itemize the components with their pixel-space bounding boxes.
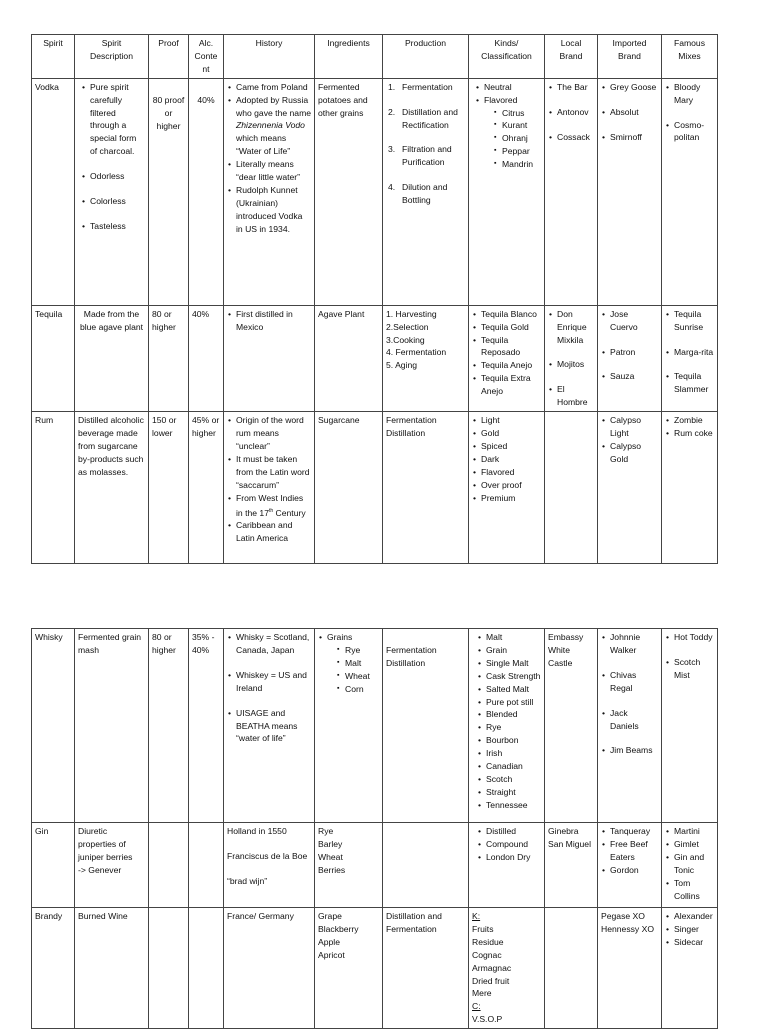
tequila-alc: 40%: [189, 305, 224, 411]
list-item: • The Bar: [557, 81, 594, 94]
list-item: • Bourbon: [486, 734, 541, 747]
header-kinds: Kinds/ Classification: [469, 35, 545, 79]
kinds-k-label: K:: [472, 911, 481, 921]
list-item: • Martini: [674, 825, 714, 838]
list-item: • Jose Cuervo: [610, 308, 658, 334]
list-item: • Rudolph Kunnet (Ukrainian) introduced Vodka in US in 1934.: [236, 184, 311, 236]
list-item: • Tequila Gold: [481, 321, 541, 334]
gin-spirit: Gin: [32, 823, 75, 908]
list-item: • Cosmo-politan: [674, 119, 714, 145]
row-whisky: [32, 629, 718, 823]
list-item: • Came from Poland: [236, 81, 311, 94]
list-item: • Flavored: [481, 466, 541, 479]
list-item: • Free Beef Eaters: [610, 838, 658, 864]
list-item: Hennessy XO: [601, 923, 655, 934]
list-item: Berries: [318, 864, 346, 875]
list-item: Dried fruit: [472, 975, 510, 986]
whisky-kinds: [469, 629, 545, 823]
list-item: • Sauza: [610, 370, 658, 383]
whisky-history: [224, 629, 315, 823]
rum-history: [224, 412, 315, 564]
whisky-ingredients: [315, 629, 383, 823]
row-brandy: [32, 908, 718, 1029]
tequila-kinds: [469, 305, 545, 411]
gin-alc: [189, 823, 224, 908]
rum-imported-brand: [598, 412, 662, 564]
list-item: • London Dry: [486, 851, 541, 864]
list-item: • Over proof: [481, 479, 541, 492]
list-item: • Johnnie Walker: [610, 631, 658, 657]
list-item: • Sidecar: [674, 936, 714, 949]
list-item: • Tequila Anejo: [481, 359, 541, 372]
brandy-ingredients: [315, 908, 383, 1029]
row-tequila: [32, 305, 718, 411]
list-item: • Spiced: [481, 440, 541, 453]
brandy-famous-mixes: [662, 908, 718, 1029]
header-spirit-description: Spirit Description: [75, 35, 149, 79]
vodka-imported-brand: [598, 78, 662, 305]
list-item: Mere: [472, 988, 492, 999]
list-item: • UISAGE and BEATHA means “water of life”: [236, 707, 311, 746]
list-item: • Singer: [674, 923, 714, 936]
list-item: • First distilled in Mexico: [236, 308, 311, 334]
list-item: • Gin and Tonic: [674, 851, 714, 877]
list-item: San Miguel: [548, 838, 591, 849]
list-item: Blackberry: [318, 923, 359, 934]
list-item: ▪ Peppar: [502, 145, 541, 158]
vodka-local-brand: [545, 78, 598, 305]
rum-famous-mixes: [662, 412, 718, 564]
gin-history: [224, 823, 315, 908]
list-item: • El Hombre: [557, 383, 594, 409]
list-item: Fermentation: [386, 415, 437, 426]
list-item: ▪ Kurant: [502, 119, 541, 132]
list-item: Embassy: [548, 632, 584, 642]
list-item: V.S.O.P: [472, 1014, 503, 1025]
list-item: • Whisky = Scotland, Canada, Japan: [236, 631, 311, 657]
spirits-table-top: [31, 34, 718, 564]
list-item: Armagnac: [472, 962, 512, 973]
list-item: • Scotch: [486, 773, 541, 786]
vodka-description: [75, 78, 149, 305]
header-row: [32, 35, 718, 79]
list-item: • Don Enrique Mixkila: [557, 308, 594, 347]
list-item: • Gordon: [610, 864, 658, 877]
list-item: 4. Fermentation: [386, 347, 447, 358]
list-item: • Rum coke: [674, 427, 714, 440]
kinds-c-label: C:: [472, 1001, 481, 1012]
list-item: Apricot: [318, 949, 345, 960]
list-item: Fruits: [472, 923, 494, 934]
vodka-history: [224, 78, 315, 305]
list-item: Fermentation: [386, 645, 437, 655]
tequila-famous-mixes: [662, 305, 718, 411]
list-item: Cognac: [472, 949, 502, 960]
list-item: • Flavored ▪ Citrus ▪ Kurant ▪ Ohranj ▪ Peppar ▪ Mandrin: [484, 94, 541, 171]
row-gin: [32, 823, 718, 908]
vodka-proof: 80 proof or higher: [149, 78, 189, 305]
list-item: • From West Indies in the 17th Century: [236, 492, 311, 520]
list-item: • Tequila Reposado: [481, 334, 541, 360]
list-item: • Tequila Slammer: [674, 370, 714, 396]
gin-production: [383, 823, 469, 908]
list-item: • Grains ▪ Rye ▪ Malt ▪ Wheat ▪ Corn: [327, 631, 379, 696]
list-item: • Hot Toddy: [674, 631, 714, 644]
list-item: Apple: [318, 936, 340, 947]
vodka-alc: 40%: [189, 78, 224, 305]
tequila-description: Made from the blue agave plant: [75, 305, 149, 411]
tequila-history: [224, 305, 315, 411]
whisky-alc: 35% - 40%: [189, 629, 224, 823]
row-vodka: [32, 78, 718, 305]
list-item: • Compound: [486, 838, 541, 851]
vodka-famous-mixes: [662, 78, 718, 305]
list-item: 1. Fermentation: [388, 81, 453, 92]
gin-local-brand: [545, 823, 598, 908]
list-item: • Whiskey = US and Ireland: [236, 669, 311, 695]
list-item: 3. Filtration and Purification: [388, 144, 452, 168]
list-item: • Colorless: [90, 195, 145, 208]
header-ingredients: Ingredients: [315, 35, 383, 79]
list-item: • Jack Daniels: [610, 707, 658, 733]
vodka-production: [383, 78, 469, 305]
list-item: • Origin of the word rum means “unclear”: [236, 414, 311, 453]
rum-ingredients: Sugarcane: [315, 412, 383, 564]
list-item: • Scotch Mist: [674, 656, 714, 682]
gin-ingredients: [315, 823, 383, 908]
rum-local-brand: [545, 412, 598, 564]
list-item: Ginebra: [548, 826, 579, 836]
list-item: Franciscus de la Boe: [227, 850, 308, 861]
list-item: • Chivas Regal: [610, 669, 658, 695]
list-item: 4. Dilution and Bottling: [388, 182, 448, 206]
tequila-imported-brand: [598, 305, 662, 411]
rum-production: [383, 412, 469, 564]
list-item: • Absolut: [610, 106, 658, 119]
rum-description: Distilled alcoholic beverage made from sugarcane by-products such as molasses.: [75, 412, 149, 564]
list-item: 1. Harvesting: [386, 308, 437, 319]
list-item: • Gold: [481, 427, 541, 440]
row-rum: [32, 412, 718, 564]
list-item: • Adopted by Russia who gave the name Zhizennenia Vodo which means “Water of Life”: [236, 94, 311, 159]
whisky-imported-brand: [598, 629, 662, 823]
brandy-production: Distillation and Fermentation: [383, 908, 469, 1029]
vodka-ingredients: Fermented potatoes and other grains: [315, 78, 383, 305]
list-item: • Odorless: [90, 170, 145, 183]
list-item: White: [548, 644, 570, 655]
list-item: • Smirnoff: [610, 131, 658, 144]
tequila-spirit: Tequila: [32, 305, 75, 411]
list-item: Grape: [318, 911, 342, 921]
spirits-table-bottom: [31, 628, 718, 1029]
brandy-history: France/ Germany: [224, 908, 315, 1029]
vodka-spirit: Vodka: [32, 78, 75, 305]
list-item: ▪ Wheat: [345, 670, 379, 683]
list-item: ▪ Corn: [345, 683, 379, 696]
list-item: • Neutral: [484, 81, 541, 94]
list-item: • Rye: [486, 721, 541, 734]
list-item: • Tequila Blanco: [481, 308, 541, 321]
list-item: • Canadian: [486, 760, 541, 773]
header-spirit: Spirit: [32, 35, 75, 79]
brandy-spirit: Brandy: [32, 908, 75, 1029]
list-item: Distillation: [386, 428, 426, 439]
list-item: • Premium: [481, 492, 541, 505]
tequila-ingredients: Agave Plant: [315, 305, 383, 411]
list-item: ▪ Mandrin: [502, 158, 541, 171]
list-item: 2. Distillation and Rectification: [388, 106, 458, 130]
brandy-proof: [149, 908, 189, 1029]
list-item: Holland in 1550: [227, 826, 287, 836]
whisky-famous-mixes: [662, 629, 718, 823]
gin-famous-mixes: [662, 823, 718, 908]
tequila-production: [383, 305, 469, 411]
list-item: • Malt: [486, 631, 541, 644]
list-item: • Tanqueray: [610, 825, 658, 838]
list-item: ▪ Rye: [345, 644, 379, 657]
list-item: 2.Selection: [386, 321, 429, 332]
whisky-proof: 80 or higher: [149, 629, 189, 823]
whisky-local-brand: [545, 629, 598, 823]
list-item: 3.Cooking: [386, 334, 425, 345]
list-item: • Gimlet: [674, 838, 714, 851]
list-item: • Literally means “dear little water”: [236, 158, 311, 184]
list-item: • Marga-rita: [674, 346, 714, 359]
gin-kinds: [469, 823, 545, 908]
rum-kinds: [469, 412, 545, 564]
list-item: Castle: [548, 657, 573, 668]
list-item: • Jim Beams: [610, 744, 658, 757]
header-famous-mixes: Famous Mixes: [662, 35, 718, 79]
brandy-kinds: [469, 908, 545, 1029]
header-alc-content: Alc. Conte nt: [189, 35, 224, 79]
list-item: • Calypso Gold: [610, 440, 658, 466]
whisky-production: [383, 629, 469, 823]
list-item: • Patron: [610, 346, 658, 359]
list-item: • Straight: [486, 786, 541, 799]
list-item: • Distilled: [486, 825, 541, 838]
header-imported-brand: Imported Brand: [598, 35, 662, 79]
list-item: • Irish: [486, 747, 541, 760]
brandy-description: Burned Wine: [75, 908, 149, 1029]
list-item: • Single Malt: [486, 657, 541, 670]
list-item: • Tom Collins: [674, 877, 714, 903]
list-item: • Pure spirit carefully filtered through a special form of charcoal.: [90, 81, 145, 158]
list-item: Wheat: [318, 851, 343, 862]
brandy-local-brand: [545, 908, 598, 1029]
list-item: 5. Aging: [386, 360, 418, 371]
brandy-alc: [189, 908, 224, 1029]
list-item: Residue: [472, 936, 504, 947]
list-item: • Tequila Extra Anejo: [481, 372, 541, 398]
list-item: Distillation: [386, 657, 426, 668]
header-history: History: [224, 35, 315, 79]
list-item: • Pure pot still: [486, 696, 541, 709]
header-proof: Proof: [149, 35, 189, 79]
list-item: ▪ Citrus: [502, 107, 541, 120]
gin-proof: [149, 823, 189, 908]
list-item: • Bloody Mary: [674, 81, 714, 107]
list-item: • Cask Strength: [486, 670, 541, 683]
rum-spirit: Rum: [32, 412, 75, 564]
gin-imported-brand: [598, 823, 662, 908]
list-item: • Dark: [481, 453, 541, 466]
list-item: • Alexander: [674, 910, 714, 923]
list-item: • Calypso Light: [610, 414, 658, 440]
whisky-spirit: Whisky: [32, 629, 75, 823]
rum-alc: 45% or higher: [189, 412, 224, 564]
rum-proof: 150 or lower: [149, 412, 189, 564]
list-item: ▪ Malt: [345, 657, 379, 670]
tequila-local-brand: [545, 305, 598, 411]
list-item: • Tennessee: [486, 799, 541, 812]
list-item: • Mojitos: [557, 358, 594, 371]
list-item: • Antonov: [557, 106, 594, 119]
list-item: Barley: [318, 838, 343, 849]
list-item: • Grain: [486, 644, 541, 657]
list-item: “brad wijn”: [227, 875, 268, 886]
list-item: • Light: [481, 414, 541, 427]
list-item: • Cossack: [557, 131, 594, 144]
list-item: • Caribbean and Latin America: [236, 519, 311, 545]
brandy-imported-brand: [598, 908, 662, 1029]
header-production: Production: [383, 35, 469, 79]
list-item: Pegase XO: [601, 911, 645, 921]
list-item: ▪ Ohranj: [502, 132, 541, 145]
list-item: Rye: [318, 826, 334, 836]
vodka-kinds: [469, 78, 545, 305]
list-item: • Tequila Sunrise: [674, 308, 714, 334]
list-item: • Salted Malt: [486, 683, 541, 696]
list-item: • It must be taken from the Latin word “saccarum”: [236, 453, 311, 492]
list-item: • Blended: [486, 708, 541, 721]
list-item: • Grey Goose: [610, 81, 658, 94]
list-item: • Tasteless: [90, 220, 145, 233]
header-local-brand: Local Brand: [545, 35, 598, 79]
tequila-proof: 80 or higher: [149, 305, 189, 411]
list-item: • Zombie: [674, 414, 714, 427]
whisky-description: Fermented grain mash: [75, 629, 149, 823]
gin-description: Diuretic properties of juniper berries -> Genever: [75, 823, 149, 908]
